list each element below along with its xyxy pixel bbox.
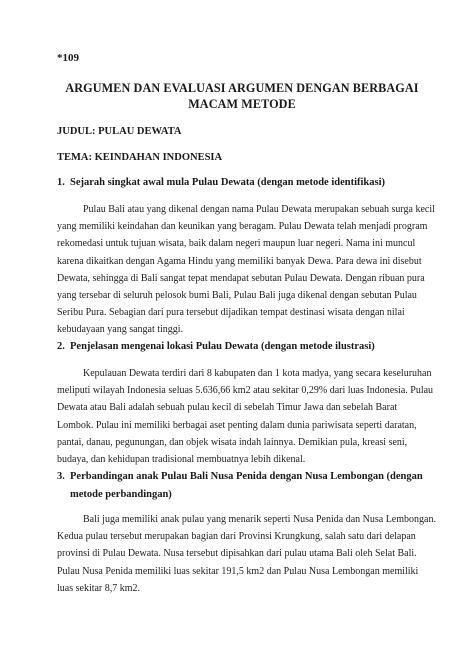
section-1-paragraph xyxy=(57,201,435,339)
document-code: *109 xyxy=(57,52,79,64)
document-title-line-1: ARGUMEN DAN EVALUASI ARGUMEN DENGAN BERBAGAI xyxy=(65,81,419,95)
paragraph-line: kebudayaan yang sangat tinggi. xyxy=(57,324,184,336)
paragraph-line: yang tersebar di seluruh pelosok bumi Bali, Pulau Bali juga dikenal dengan sebutan Pulau xyxy=(57,290,417,302)
paragraph-line: Lombok. Pulau ini memiliki berbagai aset penting dalam dunia pariwisata seperti daratan, xyxy=(57,419,417,431)
tema-label: TEMA: KEINDAHAN INDONESIA xyxy=(57,152,223,163)
section-heading-text: Sejarah singkat awal mula Pulau Dewata (dengan metode identifikasi) xyxy=(70,177,386,188)
section-number: 2. xyxy=(57,341,65,352)
paragraph-line: meliputi wilayah Indonesia seluas 5.636,66 km2 atau sekitar 0,29% dari luas Indonesia. Pulau xyxy=(57,385,434,397)
paragraph-line: karena dikaitkan dengan Agama Hindu yang memiliki banyak Dewa. Para dewa ini disebut xyxy=(57,255,422,267)
paragraph-line: Bali juga memiliki anak pulau yang menarik seperti Nusa Penida dan Nusa Lembongan. xyxy=(83,514,436,525)
section-3-paragraph xyxy=(57,511,436,597)
paragraph-line: rekomedasi untuk tujuan wisata, baik dalam negeri maupun luar negeri. Nama ini muncul xyxy=(57,238,416,250)
paragraph-line: Seribu Pura. Sebagian dari pura tersebut dijadikan tempat destinasi wisata dengan nilai xyxy=(57,307,405,319)
section-heading-text: Perbandingan anak Pulau Bali Nusa Penida dengan Nusa Lembongan (dengan xyxy=(70,471,423,482)
judul-label: JUDUL: PULAU DEWATA xyxy=(57,126,182,137)
paragraph-line: luas sekitar 8,7 km2. xyxy=(57,582,141,594)
section-2-heading xyxy=(0,339,474,355)
paragraph-line: Pulau Bali atau yang dikenal dengan nama Pulau Dewata merupakan sebuah surga kecil xyxy=(83,204,435,215)
document-title-line-2: MACAM METODE xyxy=(188,97,296,111)
paragraph-line: Kepulauan Dewata terdiri dari 8 kabupaten dan 1 kota madya, yang secara keseluruhan xyxy=(83,368,432,379)
paragraph-line: provinsi di Pulau Dewata. Nusa tersebut dipisahkan dari pulau utama Bali oleh Selat Bali. xyxy=(57,548,417,560)
section-heading-text: Penjelasan mengenai lokasi Pulau Dewata (dengan metode ilustrasi) xyxy=(70,341,375,352)
paragraph-line: Kedua pulau tersebut merupakan bagian dari Provinsi Krungkung, salah satu dari delapan xyxy=(57,531,416,543)
section-1-heading xyxy=(0,175,474,191)
section-2-paragraph xyxy=(57,365,434,468)
section-number: 1. xyxy=(57,177,65,188)
paragraph-line: Dewata atau Bali adalah sebuah pulau kecil di sebelah Timur Jawa dan sebelah Barat xyxy=(57,402,398,414)
paragraph-line: pantai, danau, pegunungan, dan objek wisata indah lainnya. Demikian pula, kreasi seni, xyxy=(57,436,408,448)
section-heading-text: metode perbandingan) xyxy=(70,489,172,500)
paragraph-line: Dewata, sehingga di Bali sangat tepat mendapat sebutan Pulau Dewata. Dengan ribuan pura xyxy=(57,272,425,284)
section-3-heading xyxy=(0,469,474,503)
section-number: 3. xyxy=(57,471,65,482)
paragraph-line: Pulau Nusa Penida memiliki luas sekitar 191,5 km2 dan Pulau Nusa Lembongan memiliki xyxy=(57,565,419,577)
paragraph-line: yang memiliki keindahan dan keunikan yang beragam. Pulau Dewata telah menjadi program xyxy=(57,221,428,233)
paragraph-line: budaya, dan kehidupan tradisional membuatnya lebih dikenal. xyxy=(57,454,306,466)
